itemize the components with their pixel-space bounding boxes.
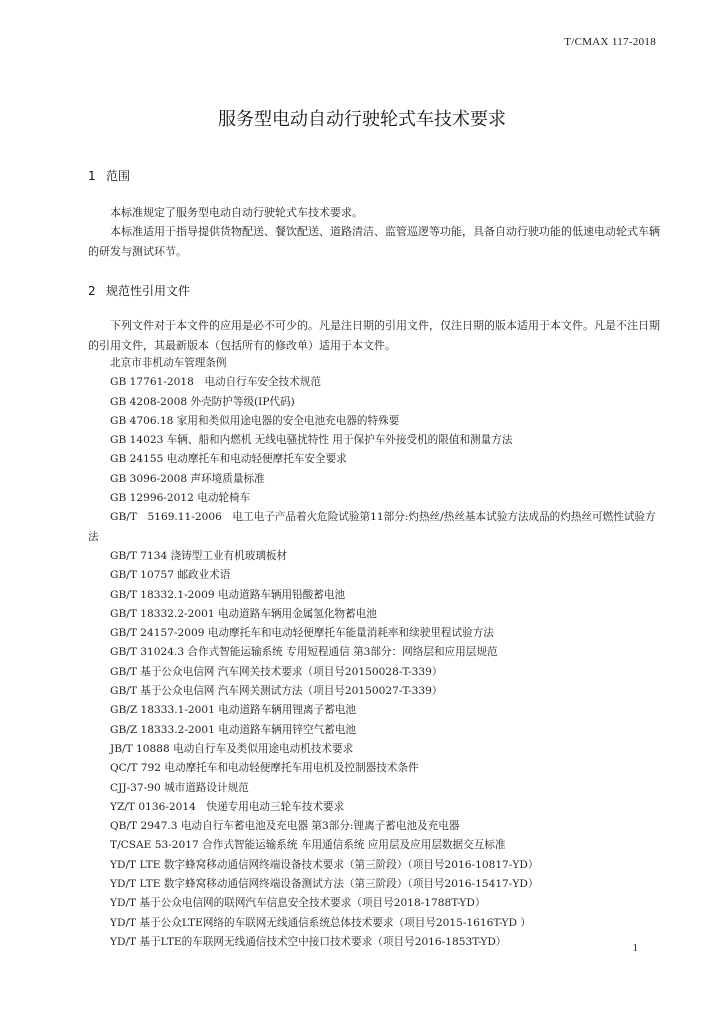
reference-item: GB 4706.18 家用和类似用途电器的安全电池充电器的特殊要 xyxy=(110,414,400,427)
reference-item: GB 3096-2008 声环境质量标准 xyxy=(110,472,265,485)
section-2-heading xyxy=(88,282,190,299)
reference-item: GB/T 5169.11-2006 电工电子产品着火危险试验第11部分:灼热丝/热丝基本试验方法成品的灼热丝可燃性试验方法 xyxy=(88,511,656,543)
reference-item: YD/T LTE 数字蜂窝移动通信网终端设备技术要求（第三阶段）（项目号2016-10817-YD） xyxy=(110,858,539,871)
reference-item: GB 14023 车辆、船和内燃机 无线电骚扰特性 用于保护车外接受机的限值和测量方法 xyxy=(110,434,513,447)
standard-code: T/CMAX 117-2018 xyxy=(564,36,656,48)
reference-item: GB/T 10757 邮政业术语 xyxy=(110,569,231,582)
document-title: 服务型电动自动行驶轮式车技术要求 xyxy=(218,109,506,130)
scope-paragraph-2 xyxy=(88,222,660,261)
reference-item: CJJ-37-90 城市道路设计规范 xyxy=(110,781,249,794)
reference-item: 北京市非机动车管理条例 xyxy=(110,357,227,369)
reference-item: JB/T 10888 电动自行车及类似用途电动机技术要求 xyxy=(110,742,354,755)
paragraph-text: 下列文件对于本文件的应用是必不可少的。凡是注日期的引用文件，仅注日期的版本适用于本文件。凡是不注日期的引用文件，其最新版本（包括所有的修改单）适用于本文件。 xyxy=(88,319,660,352)
reference-item: GB 12996-2012 电动轮椅车 xyxy=(110,492,251,505)
reference-item: YD/T 基于公众电信网的联网汽车信息安全技术要求（项目号2018-1788T-YD） xyxy=(110,897,486,910)
reference-item: GB/T 7134 浇铸型工业有机玻璃板材 xyxy=(110,549,288,562)
reference-item: GB/T 18332.1-2009 电动道路车辆用铅酸蓄电池 xyxy=(110,588,346,601)
paragraph-text: 本标准适用于指导提供货物配送、餐饮配送、道路清洁、监管巡逻等功能，具备自动行驶功能的低速电动轮式车辆的研发与测试环节。 xyxy=(88,225,660,258)
scope-paragraph-1 xyxy=(88,203,660,223)
reference-item: GB/T 基于公众电信网 汽车网关技术要求（项目号20150028-T-339） xyxy=(110,665,443,678)
paragraph-text: 本标准规定了服务型电动自动行驶轮式车技术要求。 xyxy=(110,206,363,219)
reference-list xyxy=(88,354,660,952)
section-number: 2 xyxy=(88,284,96,298)
reference-item: YD/T 基于LTE的车联网无线通信技术空中接口技术要求（项目号2016-1853T-YD） xyxy=(110,935,507,948)
reference-item: GB 24155 电动摩托车和电动轻便摩托车安全要求 xyxy=(110,453,347,466)
section-1-heading xyxy=(88,167,130,184)
reference-item: T/CSAE 53-2017 合作式智能运输系统 车用通信系统 应用层及应用层数据交互标准 xyxy=(110,839,506,852)
reference-item: GB/Z 18333.1-2001 电动道路车辆用锂离子蓄电池 xyxy=(110,704,356,717)
reference-item: GB/T 基于公众电信网 汽车网关测试方法（项目号20150027-T-339） xyxy=(110,685,443,698)
reference-item: YZ/T 0136-2014 快递专用电动三轮车技术要求 xyxy=(110,800,345,813)
reference-item: QC/T 792 电动摩托车和电动轻便摩托车用电机及控制器技术条件 xyxy=(110,762,419,775)
reference-item: GB/Z 18333.2-2001 电动道路车辆用锌空气蓄电池 xyxy=(110,723,356,736)
reference-item: QB/T 2947.3 电动自行车蓄电池及充电器 第3部分:锂离子蓄电池及充电器 xyxy=(110,820,460,833)
section-title: 规范性引用文件 xyxy=(106,284,191,298)
section-title: 范围 xyxy=(106,169,131,183)
reference-item: GB/T 18332.2-2001 电动道路车辆用金属氢化物蓄电池 xyxy=(110,607,377,620)
normative-references-intro xyxy=(88,316,660,355)
reference-item: YD/T LTE 数字蜂窝移动通信网终端设备测试方法（第三阶段）（项目号2016-15417-YD） xyxy=(110,878,539,891)
page-number: 1 xyxy=(632,942,638,954)
reference-item: GB 17761-2018 电动自行车安全技术规范 xyxy=(110,376,321,389)
section-number: 1 xyxy=(88,169,96,183)
reference-item: GB/T 24157-2009 电动摩托车和电动轻便摩托车能量消耗率和续驶里程试验方法 xyxy=(110,627,494,640)
reference-item: YD/T 基于公众LTE网络的车联网无线通信系统总体技术要求（项目号2015-1616T-YD ） xyxy=(110,916,531,929)
reference-item: GB/T 31024.3 合作式智能运输系统 专用短程通信 第3部分：网络层和应用层规范 xyxy=(110,646,498,659)
reference-item: GB 4208-2008 外壳防护等级(IP代码) xyxy=(110,395,295,408)
